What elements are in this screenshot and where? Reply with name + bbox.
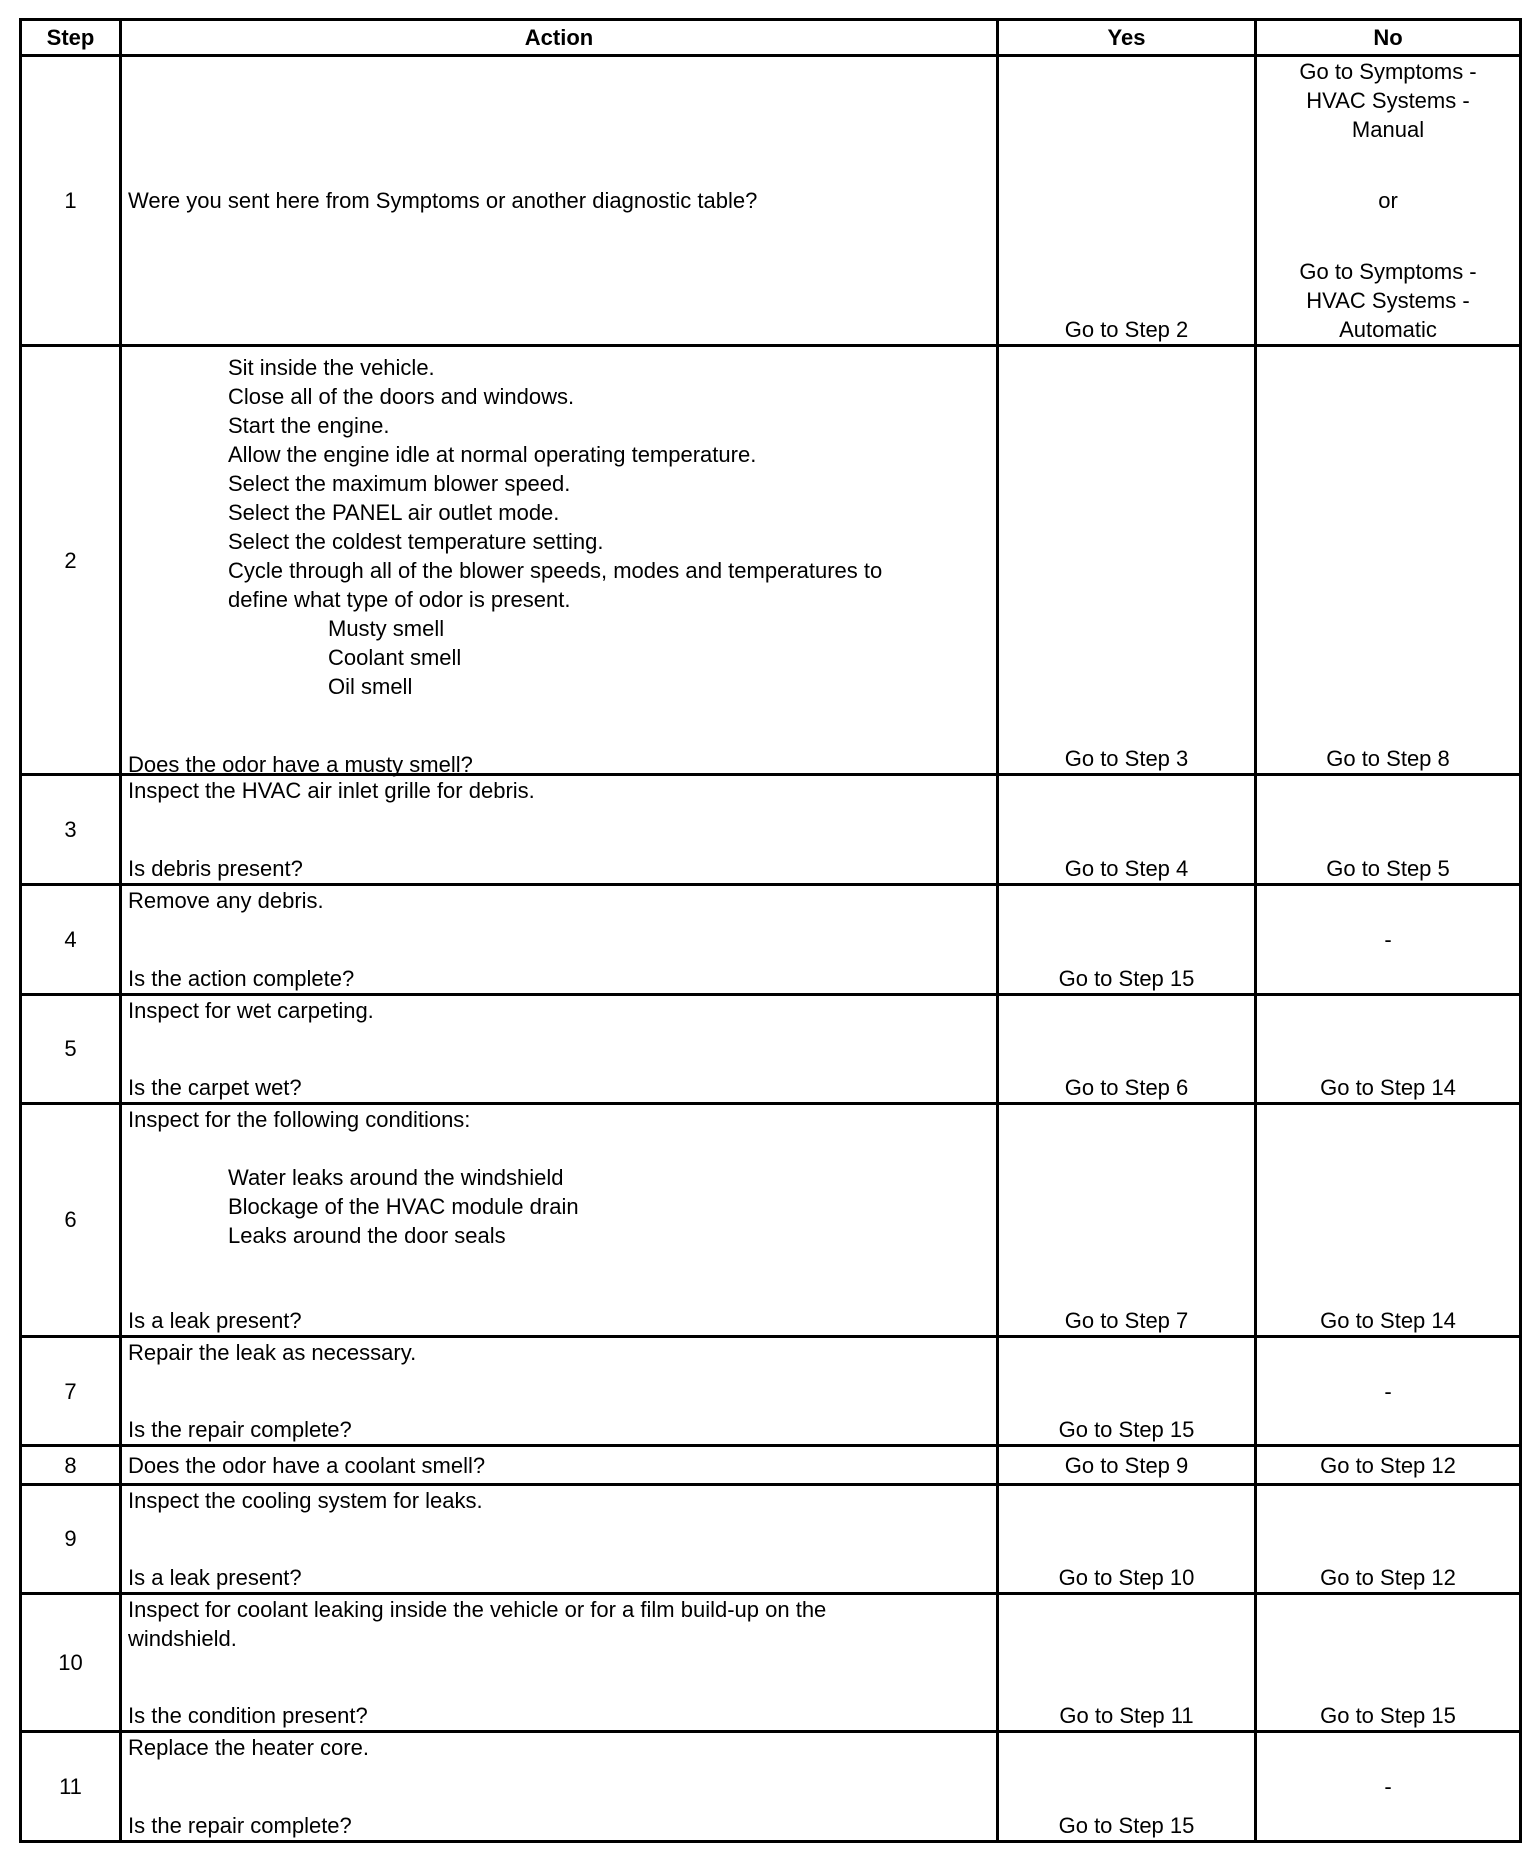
instruction-list <box>128 353 990 614</box>
instruction-item: Sit inside the vehicle. <box>228 355 435 381</box>
instruction-item: Close all of the doors and windows. <box>228 384 575 410</box>
step-number: 1 <box>21 56 121 346</box>
no-result-or: or <box>1378 188 1398 214</box>
no-result: - <box>1256 1731 1521 1841</box>
no-result: Go to Step 8 <box>1326 746 1450 772</box>
no-result: Go to Step 15 <box>1320 1702 1456 1728</box>
table-row <box>21 1731 1521 1841</box>
action-instruction: Inspect for wet carpeting. <box>128 997 374 1023</box>
no-result: Go to Step 14 <box>1320 1308 1456 1334</box>
table-row <box>21 885 1521 994</box>
table-row <box>21 994 1521 1103</box>
instruction-item: Start the engine. <box>228 413 390 439</box>
yes-result: Go to Step 10 <box>1058 1564 1195 1590</box>
step-number: 8 <box>21 1446 121 1485</box>
action-instruction: Repair the leak as necessary. <box>128 1340 417 1366</box>
step-number: 6 <box>21 1103 121 1336</box>
action-question: Is a leak present? <box>128 1564 302 1590</box>
action-question: Is the repair complete? <box>128 1417 352 1443</box>
table-row <box>21 1103 1521 1336</box>
action-question: Does the odor have a coolant smell? <box>121 1446 998 1485</box>
sub-item: Musty smell <box>328 616 445 642</box>
action-instruction: Inspect for coolant leaking inside the vehicle or for a film build-up on the <box>128 1596 827 1622</box>
diagnostic-table <box>19 18 1522 1843</box>
no-result: - <box>1256 1337 1521 1446</box>
step-number: 7 <box>21 1337 121 1446</box>
action-question: Is debris present? <box>128 856 303 882</box>
sub-item: Oil smell <box>328 674 413 700</box>
no-result-line: Manual <box>1351 117 1425 142</box>
step-number: 5 <box>21 994 121 1103</box>
table-row <box>21 1485 1521 1593</box>
table-row <box>21 775 1521 885</box>
action-question: Is the condition present? <box>128 1702 368 1728</box>
sub-item: Leaks around the door seals <box>228 1222 506 1248</box>
action-question: Is the repair complete? <box>128 1813 352 1838</box>
sub-list <box>128 614 990 701</box>
step-number: 9 <box>21 1485 121 1593</box>
header-no: No <box>1256 20 1521 56</box>
instruction-item: Select the maximum blower speed. <box>228 471 571 497</box>
no-result-line: HVAC Systems - <box>1306 88 1470 113</box>
table-row <box>21 1337 1521 1446</box>
yes-result: Go to Step 3 <box>1064 746 1189 772</box>
no-result: Go to Step 12 <box>1320 1564 1456 1590</box>
table-row <box>21 1446 1521 1485</box>
sub-list <box>128 1163 990 1250</box>
header-action: Action <box>121 20 998 56</box>
step-number: 10 <box>21 1593 121 1731</box>
instruction-item: Select the coldest temperature setting. <box>228 529 604 555</box>
action-question: Is a leak present? <box>128 1308 302 1334</box>
yes-result: Go to Step 6 <box>1064 1074 1189 1100</box>
sub-item: Water leaks around the windshield <box>228 1164 564 1190</box>
no-result-line: HVAC Systems - <box>1306 288 1470 314</box>
yes-result: Go to Step 15 <box>1058 1417 1195 1443</box>
instruction-item: Cycle through all of the blower speeds, modes and temperatures to <box>228 558 883 584</box>
yes-result: Go to Step 4 <box>1064 856 1189 882</box>
yes-result: Go to Step 2 <box>1064 317 1189 343</box>
action-instruction: windshield. <box>128 1625 237 1651</box>
no-result-line: Go to Symptoms - <box>1299 259 1477 285</box>
yes-result: Go to Step 15 <box>1058 1813 1195 1838</box>
yes-result: Go to Step 7 <box>1064 1308 1189 1334</box>
step-number: 11 <box>21 1731 121 1841</box>
action-instruction: Inspect the cooling system for leaks. <box>128 1488 483 1514</box>
sub-item: Coolant smell <box>328 645 462 671</box>
step-number: 3 <box>21 775 121 885</box>
action-instruction: Inspect the HVAC air inlet grille for debris. <box>128 778 535 804</box>
header-yes: Yes <box>998 20 1256 56</box>
table-row <box>21 56 1521 346</box>
action-instruction: Inspect for the following conditions: <box>128 1106 471 1132</box>
no-result: Go to Step 5 <box>1326 856 1450 882</box>
table-row <box>21 346 1521 775</box>
table-row <box>21 1593 1521 1731</box>
step-number: 2 <box>21 346 121 775</box>
instruction-item: Select the PANEL air outlet mode. <box>228 500 560 526</box>
no-result-line: Go to Symptoms - <box>1299 59 1477 84</box>
instruction-item: define what type of odor is present. <box>228 587 571 613</box>
header-step: Step <box>21 20 121 56</box>
no-result-line: Automatic <box>1339 317 1437 343</box>
yes-result: Go to Step 9 <box>998 1446 1256 1485</box>
no-result: Go to Step 14 <box>1320 1074 1456 1100</box>
sub-item: Blockage of the HVAC module drain <box>228 1193 579 1219</box>
instruction-item: Allow the engine idle at normal operating temperature. <box>228 442 757 468</box>
action-question: Does the odor have a musty smell? <box>128 752 473 778</box>
yes-result: Go to Step 15 <box>1058 965 1195 991</box>
yes-result: Go to Step 11 <box>1059 1702 1194 1728</box>
action-question: Were you sent here from Symptoms or another diagnostic table? <box>128 188 758 214</box>
step-number: 4 <box>21 885 121 994</box>
no-result: - <box>1256 885 1521 994</box>
action-question: Is the carpet wet? <box>128 1074 302 1100</box>
header-row <box>21 20 1521 56</box>
action-question: Is the action complete? <box>128 965 355 991</box>
action-instruction: Replace the heater core. <box>128 1734 369 1760</box>
no-result: Go to Step 12 <box>1256 1446 1521 1485</box>
action-instruction: Remove any debris. <box>128 888 324 914</box>
